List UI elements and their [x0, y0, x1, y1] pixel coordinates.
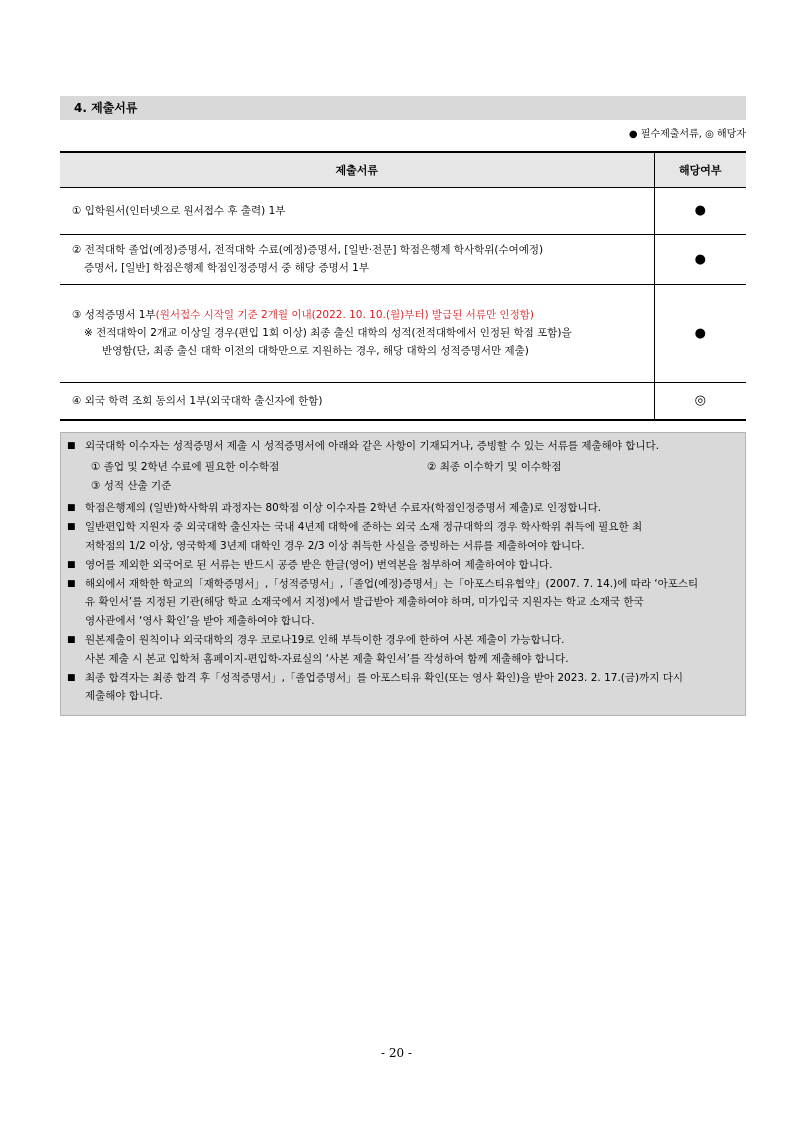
note-line: 일반편입학 지원자 중 외국대학 출신자는 국내 4년제 대학에 준하는 외국 소재 정규대학의 경우 학사학위 취득에 필요한 최 — [85, 521, 643, 534]
conditional-mark: ◎ — [654, 382, 746, 420]
item-label: ③ 성적증명서 1부 — [72, 309, 156, 321]
bullet-icon: ■ — [67, 634, 76, 645]
item-note: 반영함(단, 최종 출신 대학 이전의 대학만으로 지원하는 경우, 해당 대학의 성적증명서만 제출) — [102, 345, 529, 357]
header-applicable: 해당여부 — [654, 152, 746, 187]
bullet-icon: ■ — [67, 441, 76, 451]
document-item — [60, 382, 654, 420]
document-item — [60, 234, 654, 284]
bullet-icon: ■ — [67, 503, 76, 514]
page-number: - 20 - — [380, 1046, 412, 1060]
criteria-item: ① 졸업 및 2학년 수료에 필요한 이수학점 — [91, 460, 280, 473]
criteria-list — [67, 458, 737, 496]
required-mark: ● — [654, 234, 746, 284]
item-note: ※ 전적대학이 2개교 이상일 경우(편입 1회 이상) 최종 출신 대학의 성적(전적대학에서 인정된 학점 포함)을 — [84, 327, 572, 339]
note-line: 사본 제출 시 본교 입학처 홈페이지-편입학-자료실의 ‘사본 제출 확인서’를 작성하여 함께 제출해야 합니다. — [85, 652, 569, 665]
item-line: ② 전적대학 졸업(예정)증명서, 전적대학 수료(예정)증명서, [일반·전문] 학점은행제 학사학위(수여예정) — [72, 244, 544, 256]
item-line — [72, 306, 642, 324]
note-item — [67, 556, 737, 575]
table-row — [60, 187, 746, 234]
bullet-icon: ■ — [67, 522, 76, 533]
note-item — [67, 669, 737, 707]
item-line: ① 입학원서(인터넷으로 원서접수 후 출력) 1부 — [72, 204, 286, 217]
note-line: 해외에서 재학한 학교의「재학증명서」,「성적증명서」,「졸업(예정)증명서」는「아포스티유협약」(2007. 7. 14.)에 따라 ‘아포스티 — [85, 577, 699, 590]
note-line: 외국대학 이수자는 성적증명서 제출 시 성적증명서에 아래와 같은 사항이 기재되거나, 증빙할 수 있는 서류를 제출해야 합니다. — [85, 440, 660, 452]
validity-note: (원서접수 시작일 기준 2개월 이내(2022. 10. 10.(월)부터) 발급된 서류만 인정함) — [155, 309, 534, 321]
note-item — [67, 518, 737, 556]
table-row — [60, 382, 746, 420]
criteria-item: ③ 성적 산출 기준 — [91, 479, 172, 492]
legend: ● 필수제출서류, ◎ 해당자 — [628, 129, 746, 140]
document-item — [60, 284, 654, 382]
criteria-item: ② 최종 이수학기 및 이수학점 — [427, 460, 562, 473]
note-item — [67, 499, 737, 518]
document-item — [60, 187, 654, 234]
table-row — [60, 234, 746, 284]
required-mark: ● — [654, 284, 746, 382]
note-line: 최종 합격자는 최종 합격 후「성적증명서」,「졸업증명서」를 아포스티유 확인(또는 영사 확인)을 받아 2023. 2. 17.(금)까지 다시 — [85, 671, 684, 684]
table-header-row — [60, 152, 746, 187]
note-item — [67, 575, 737, 631]
note-line: 영사관에서 ‘영사 확인’을 받아 제출하여야 합니다. — [85, 615, 315, 628]
required-mark: ● — [654, 187, 746, 234]
note-line: 유 확인서’를 지정된 기관(해당 학교 소재국에서 지정)에서 발급받아 제출하여야 하며, 미가입국 지원자는 학교 소재국 한국 — [85, 596, 644, 609]
note-item — [67, 631, 737, 669]
section-title: 4. 제출서류 — [60, 96, 746, 120]
note-line: 학점은행제의 (일반)학사학위 과정자는 80학점 이상 이수자를 2학년 수료자(학점인정증명서 제출)로 인정합니다. — [85, 502, 602, 515]
bullet-icon: ■ — [67, 559, 76, 570]
note-line: 제출해야 합니다. — [85, 690, 163, 703]
notes-box — [60, 432, 746, 716]
bullet-icon: ■ — [67, 578, 76, 589]
note-line: 원본제출이 원칙이나 외국대학의 경우 코로나19로 인해 부득이한 경우에 한하여 사본 제출이 가능합니다. — [85, 633, 565, 646]
table-row — [60, 284, 746, 382]
note-line: 영어를 제외한 외국어로 된 서류는 반드시 공증 받은 한글(영어) 번역본을 첨부하여 제출하여야 합니다. — [85, 558, 553, 571]
documents-table — [60, 151, 746, 421]
header-documents: 제출서류 — [60, 152, 654, 187]
item-line: 증명서, [일반] 학점은행제 학점인정증명서 중 해당 증명서 1부 — [84, 262, 370, 274]
item-line: ④ 외국 학력 조회 동의서 1부(외국대학 출신자에 한함) — [72, 394, 323, 407]
note-item — [67, 437, 737, 456]
bullet-icon: ■ — [67, 672, 76, 683]
note-line: 저학점의 1/2 이상, 영국학제 3년제 대학인 경우 2/3 이상 취득한 사실을 증빙하는 서류를 제출하여야 합니다. — [85, 539, 585, 552]
